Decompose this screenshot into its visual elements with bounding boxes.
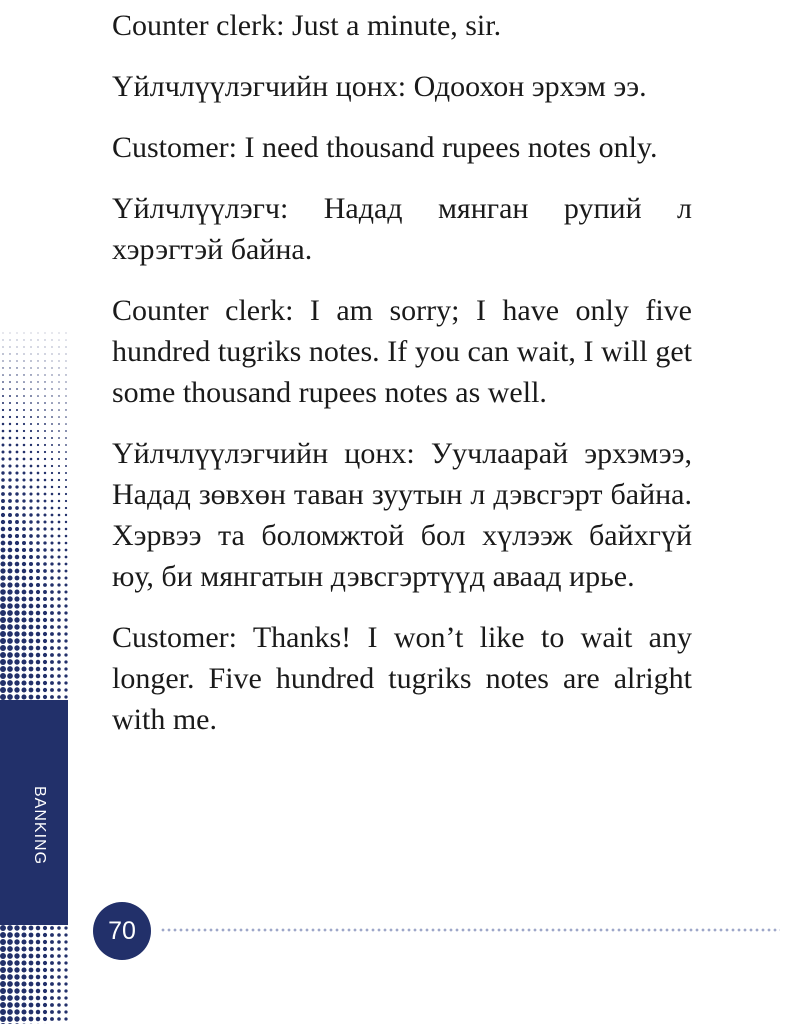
paragraph: Үйлчлүүлэгчийн цонх: Одоохон эрхэм ээ. [112, 70, 647, 103]
paragraph: Customer: I need thousand rupees notes only. [112, 131, 658, 164]
page-number-rule [160, 928, 780, 932]
paragraph: Үйлчлүүлэгчийн цонх: Уучлаарай эрхэмээ, Надад зөвхөн таван зуутын л дэвсгэрт байна. Хэрвээ та боломжтой бол хүлээж байхгүй юу, би мянгатын дэвсгэртүүд аваад ирье. [112, 437, 692, 593]
paragraph: Customer: Thanks! I won’t like to wait any longer. Five hundred tugriks notes are alright with me. [112, 621, 692, 736]
paragraph: Counter clerk: I am sorry; I have only five hundred tugriks notes. If you can wait, I will get some thousand rupees notes as well. [112, 294, 692, 409]
paragraph: Үйлчлүүлэгч: Надад мянган рупий л хэрэгтэй байна. [112, 192, 692, 266]
page-number: 70 [93, 902, 151, 960]
paragraph: Counter clerk: Just a minute, sir. [112, 9, 502, 42]
section-label: BANKING [31, 786, 48, 866]
dialogue-text [112, 0, 692, 760]
